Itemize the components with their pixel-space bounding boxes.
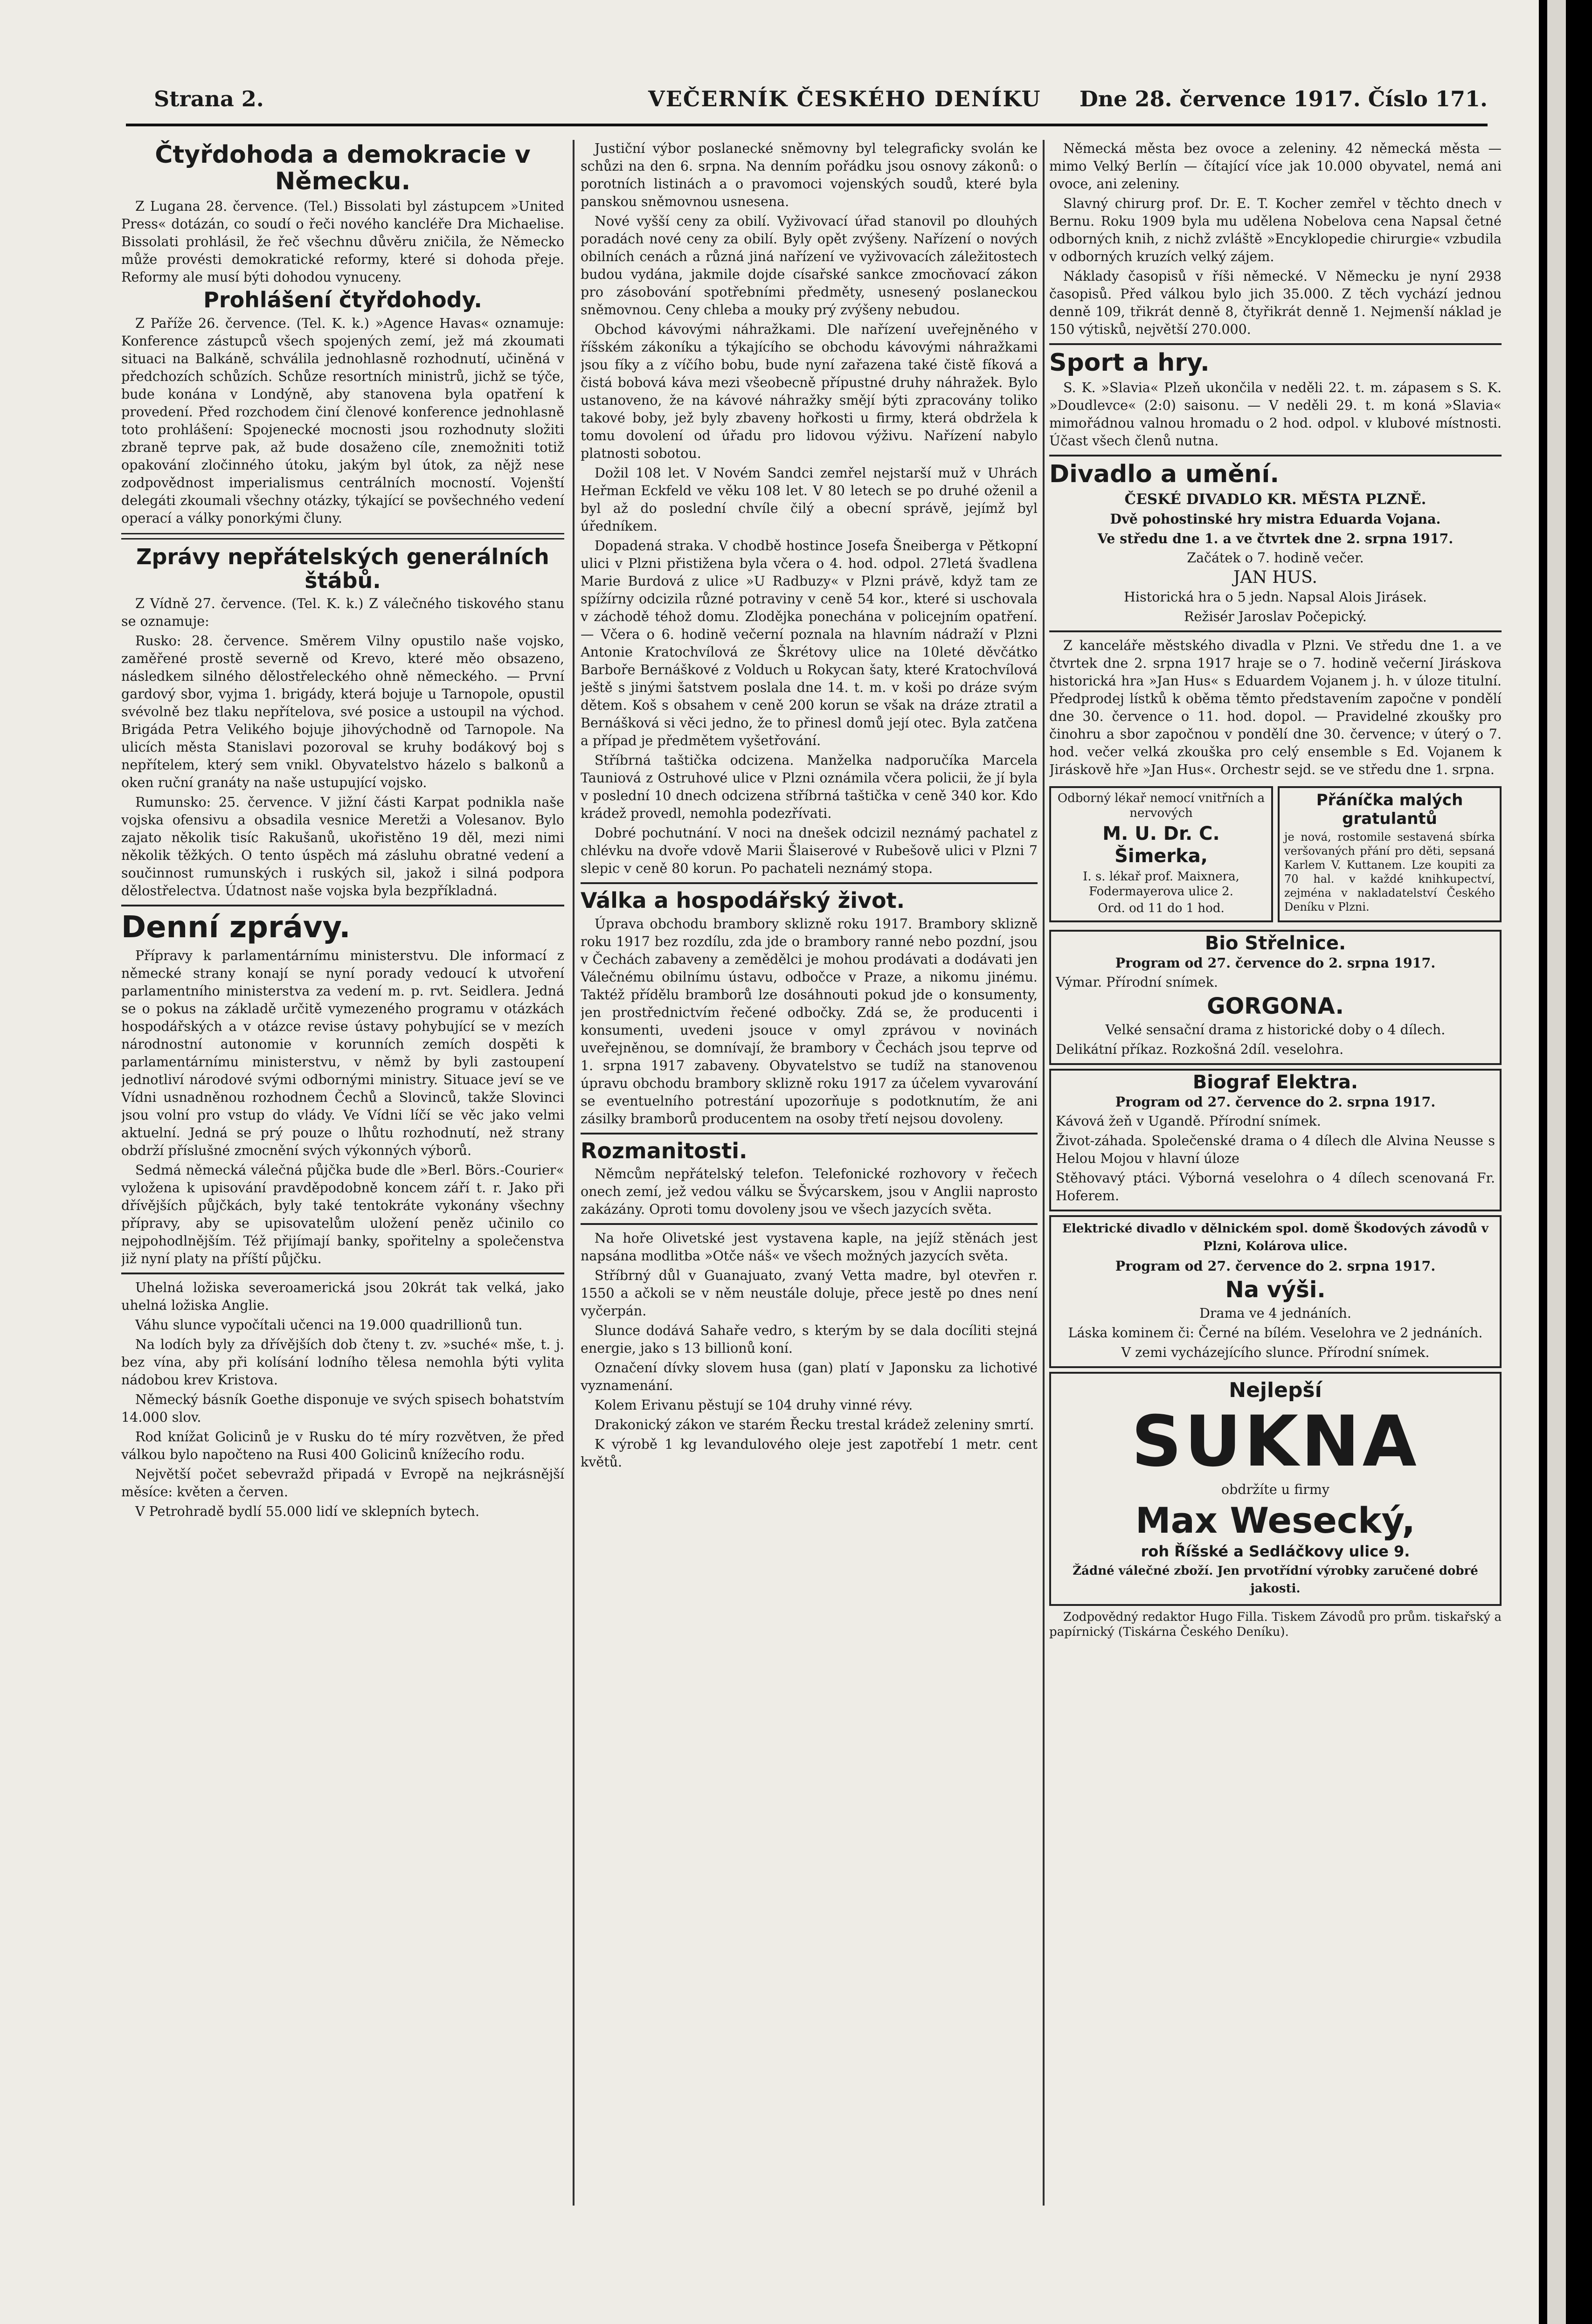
column-divider [1043,140,1045,2206]
article-headline: Čtyřdohoda a demokracie v Německu. [155,141,531,196]
article-paragraph: Z kanceláře městského divadla v Plzni. Ve středu dne 1. a ve čtvrtek dne 2. srpna 1917 hraje se o 7. hodině večerní Jiráskova historická hra »Jan Hus« s Eduardem Vojanem j. h. v úloze titulní. Předprodej lístků k oběma těmto představením započne v pondělí dne 30. července o 11. hod. dopol. — Pravidelné zkoušky pro činohru a sbor započnou v pondělí dne 30. července; v úterý o 7. hod. večer velká zkouška pro celý ensemble s Ed. Vojanem k Jiráskově hře »Jan Hus«. Orchestr sejd. se ve středu dne 1. srpna. [1049,638,1502,778]
cloth-ad-line: obdržíte u firmy [1221,1482,1329,1498]
doctor-name: M. U. Dr. C. Šimerka, [1102,823,1220,867]
article-paragraph: Německý básník Goethe disponuje ve svých spisech bohatstvím 14.000 slov. [121,1391,564,1425]
doctor-ad-line: Odborný lékař nemocí vnitřních a nervových [1057,791,1265,821]
cloth-ad-firm: Max Wesecký, [1135,1500,1415,1542]
article-paragraph: Rod knížat Golicinů je v Rusku do té míry rozvětven, že před válkou bylo napočteno na Rusi 400 Golicinů knížecího rodu. [121,1429,564,1462]
cinema-line: Láska kominem či: Černé na bílém. Veselohra ve 2 jednáních. [1068,1325,1483,1341]
section-rule [121,533,564,540]
page-header [126,86,1488,126]
article-paragraph: Němcům nepřátelský telefon. Telefonické rozhovory v řečech onech zemí, jež vedou válku se Švýcarskem, jsou v Anglii naprosto zakázány. Oproti tomu dovoleny jsou ve všech jazycích světa. [581,1166,1038,1217]
section-headline: Rozmanitosti. [581,1138,748,1163]
article-paragraph: Dobré pochutnání. V noci na dnešek odcizil neznámý pachatel z chlévku na dvoře vdově Marii Šlaiserové v Rubešově ulici v Plzni 7 slepic v ceně 80 korun. Po pachateli neznámý stopa. [581,825,1038,876]
article-paragraph: Z Paříže 26. července. (Tel. K. k.) »Agence Havas« oznamuje: Konference zástupců všech spojených zemí, jež má zkoumati situaci na Balkáně, schválila jednohlasně rozhodnutí, učiněná v předchozích schůzích. Schůze resortních ministrů, jichž se týče, bude konána v Londýně, aby stanovena byla opatření k provedení. Před rozchodem činí členové konference jednohlasně toto prohlášení: Spojenecké mocnosti jsou rozhodnuty složiti zbraně teprve pak, až bude dosaženo cíle, znemožniti totiž opakování zločinného útoku, jakým byl útok, za nějž nese zodpovědnost imperialismus centrálních mocností. Vojenští delegáti zkoumali všechny otázky, týkající se povšechného vedení operací a války ponorkými čluny. [121,315,564,526]
theater-line: Ve středu dne 1. a ve čtvrtek dne 2. srpna 1917. [1097,531,1454,547]
theater-line: Režisér Jaroslav Počepický. [1184,609,1367,625]
column-2 [581,140,1038,2224]
article-paragraph: Justiční výbor poslanecké sněmovny byl telegraficky svolán ke schůzi na den 6. srpna. Na denním pořádku jsou osnovy zákonů: o porotních listinách a o pravomoci vojenských soudů, které byla panskou sněmovnou usnesena. [581,141,1038,209]
cinema-line: Život-záhada. Společenské drama o 4 dílech dle Alvina Neusse s Helou Mojou v hlavní úloze [1056,1133,1495,1167]
article-paragraph: Slavný chirurg prof. Dr. E. T. Kocher zemřel v těchto dnech v Bernu. Roku 1909 byla mu udělena Nobelova cena Napsal četné odborných knih, z nichž zvláště »Encyklopedie chirurgie« vzbudila v odborných kruzích velký zájem. [1049,196,1502,264]
greeting-cards-ad [1278,786,1502,922]
page-number: Strana 2. [154,86,264,111]
article-paragraph: Sedmá německá válečná půjčka bude dle »Berl. Börs.-Courier« vyložena k upisování pravděpodobně koncem září t. r. Jako při dřívějších půjčkách, byly také tentokráte vykonány všechny přípravy, aby se upisovatelům uložení peněz učinilo co nejpohodlnějším. Též přijímají banky, spořitelny a společenstva již nyní platy na příští půjčku. [121,1162,564,1266]
theater-line: Historická hra o 5 jedn. Napsal Alois Jirásek. [1124,589,1427,605]
article-paragraph: Kolem Erivanu pěstují se 104 druhy vinné révy. [595,1397,913,1413]
cinema-line: Výmar. Přírodní snímek. [1056,975,1218,990]
section-rule [1049,343,1502,345]
article-paragraph: Na lodích byly za dřívějších dob čteny t. zv. »suché« mše, t. j. bez vína, aby při kolísání lodního tělesa nemohla býti vylita nádobou krev Kristova. [121,1336,564,1388]
greeting-cards-title: Přáníčka malých gratulantů [1316,791,1463,829]
article-paragraph: Stříbrný důl v Guanajuato, zvaný Vetta madre, byl otevřen r. 1550 a ačkoli se v něm neustále doluje, přece jestě po dnes není vyčerpán. [581,1268,1038,1319]
cloth-ad [1049,1372,1502,1606]
article-paragraph: Nové vyšší ceny za obilí. Vyživovací úřad stanovil po dlouhých poradách nové ceny za obilí. Byly opět zvýšeny. Nařízení o nových obilních cenách a různá jiná nařízení ve vyživovacích záležitostech budou vydána, jakmile dojde císařské sankce zmocňovací zákon pro zásobování spotřebními předměty, usnesený poslaneckou sněmovnou. Ceny chleba a mouky prý zvýšeny nebudou. [581,214,1038,318]
cloth-ad-line: Žádné válečné zboží. Jen prvotřídní výrobky zaručené dobré jakosti. [1073,1564,1478,1596]
article-headline: Prohlášení čtyřdohody. [203,287,482,313]
article-paragraph: Na hoře Olivetské jest vystavena kaple, na jejíž stěnách jest napsána modlitba »Otče náš« ve všech možných jazycích světa. [581,1231,1038,1264]
cinema-feature: Na výši. [1225,1277,1326,1303]
cinema-title: Elektrické divadlo v dělnickém spol. domě Škodových závodů v Plzni, Kolárova ulice. [1062,1222,1488,1254]
greeting-cards-text: je nová, rostomile sestavená sbírka veršovaných přání pro děti, sepsaná Karlem V. Kuttanem. Lze koupiti za 70 hal. v každé knihkupectví, zejména v nakladatelství Českého Deníku v Plzni. [1284,830,1495,914]
section-headline: Divadlo a umění. [1049,460,1280,489]
imprint: Zodpovědný redaktor Hugo Filla. Tiskem Závodů pro prům. tiskařský a papírnický (Tiskárna Českého Deníku). [1049,1610,1502,1639]
cinema-line: Velké sensační drama z historické doby o 4 dílech. [1105,1022,1446,1038]
section-headline: Válka a hospodářský život. [581,888,905,913]
cinema-feature: GORGONA. [1207,993,1344,1020]
cinema-title: Bio Střelnice. [1204,933,1346,954]
article-paragraph: Váhu slunce vypočítali učenci na 19.000 quadrillionů tun. [135,1317,523,1333]
cinema-line: Stěhovavý ptáci. Výborná veselohra o 4 dílech scenovaná Fr. Hoferem. [1056,1170,1495,1204]
section-rule [121,1273,564,1274]
article-paragraph: Stříbrná taštička odcizena. Manželka nadporučíka Marcela Tauniová z Ostruhové ulice v Plzni oznámila včera policii, že jí byla v poslední 10 dnech odcizena stříbrná taštička v ceně 340 kor. Kdo krádež provedl, nemohla podezřívati. [581,753,1038,821]
article-paragraph: Dožil 108 let. V Novém Sandci zemřel nejstarší muž v Uhrách Heřman Eckfeld ve věku 108 let. V 80 letech se po druhé oženil a byl až do poslední chvíle čilý a obecní správě, jejímž byl úředníkem. [581,465,1038,534]
cinema-ad-elektra [1049,1069,1502,1211]
cinema-ad-skoda [1049,1215,1502,1368]
article-paragraph: Rumunsko: 25. července. V jižní části Karpat podnikla naše vojska ofensivu a obsadila vesnice Meretži a Volesanov. Bylo zajato několik tisíc Rakušanů, ukořistěno 19 děl, mezi nimi několik těžkých. O tento úspěch má zásluhu obratné vedení a součinnost rumunských i ruských sil, jakož i silná podpora dělostřelectva. Údatnost naše vojska byla bezpříkladná. [121,795,564,899]
article-paragraph: Náklady časopisů v říši německé. V Německu je nyní 2938 časopisů. Před válkou bylo jich 35.000. Z těch vychází jednou denně 109, třikrát denně 8, čtyřikrát denně 1. Nejmenší náklad je 150 výtisků, největší 270.000. [1049,269,1502,337]
article-paragraph: Rusko: 28. července. Směrem Vilny opustilo naše vojsko, zaměřené prostě severně od Krevo, které měo obsazeno, následkem silného dělostřeleckého ohně německého. — První gardový sbor, vyjma 1. brigády, která bojuje u Tarnopole, opustil svévolně bez tlaku nepřítelova, své posice a ustoupil na východ. Brigáda Petra Velikého bojuje jihovýchodně od Tarnopole. Na ulicích města Stanislavi pozoroval se kruhy bodákový boj s nepřítelem, který sem vnikl. Obyvatelstvo házelo s balkonů a oken ruční granáty na naše ustupující vojsko. [121,633,564,791]
cloth-ad-headline: SUKNA [1131,1401,1419,1483]
article-paragraph: S. K. »Slavia« Plzeň ukončila v neděli 22. t. m. zápasem s S. K. »Doudlevce« (2:0) saisonu. — V neděli 29. t. m koná »Slavia« mimořádnou valnou hromadu o 2 hod. odpol. v klubové místnosti. Účast všech členů nutna. [1049,380,1502,449]
cinema-line: Delikátní příkaz. Rozkošná 2díl. veselohra. [1056,1042,1344,1058]
article-paragraph: Z Lugana 28. července. (Tel.) Bissolati byl zástupcem »United Press« dotázán, co soudí o řeči nového kancléře Dra Michaelise. Bissolati prohlásil, že řeč všechnu důvěru zničila, že Německo může provésti demokratické reformy, které si dohoda přeje. Reformy ale musí býti dohodou vynuceny. [121,199,564,285]
section-rule [581,1133,1038,1134]
article-paragraph: Obchod kávovými náhražkami. Dle nařízení uveřejněného v říšském zákoníku a týkajícího se obchodu kávovými náhražkami jsou fíky a z víčího bobu, bude nyní zařazena také čistě fíková a čistá bobová káva mezi všeobecně přípustné druhy náhražek. Bylo ustanoveno, že na kávové náhražky smějí býti zpracovány toliko takové boby, jež byly zbaveny hořkosti u firmy, která obdržela k tomu dovolení od úřadu pro lidovou výživu. Nařízení nabylo platnosti sobotou. [581,322,1038,461]
cinema-line: V zemi vycházejícího slunce. Přírodní snímek. [1121,1345,1430,1361]
section-headline: Sport a hry. [1049,349,1210,377]
doctor-ad [1049,786,1273,922]
cloth-ad-top: Nejlepší [1229,1378,1322,1403]
article-paragraph: Označení dívky slovem husa (gan) platí v Japonsku za lichotivé vyznamenání. [581,1360,1038,1394]
column-1 [121,140,564,2220]
cinema-program: Program od 27. července do 2. srpna 1917. [1115,1094,1436,1110]
theater-line: Dvě pohostinské hry mistra Eduarda Vojana. [1110,511,1441,527]
section-rule [581,882,1038,884]
theater-name: ČESKÉ DIVADLO KR. MĚSTA PLZNĚ. [1124,491,1426,508]
cinema-line: Drama ve 4 jednáních. [1199,1306,1351,1321]
cinema-line: Kávová žeň v Ugandě. Přírodní snímek. [1056,1114,1321,1129]
column-divider [573,140,575,2206]
doctor-ad-line: Ord. od 11 do 1 hod. [1098,901,1225,916]
masthead: VEČERNÍK ČESKÉHO DENÍKU [648,86,1041,111]
ad-row [1049,782,1502,926]
cinema-program: Program od 27. července do 2. srpna 1917. [1115,1258,1436,1274]
article-paragraph: Dopadená straka. V chodbě hostince Josefa Šneiberga v Pětkopní ulici v Plzni přistižena byla včera o 4. hod. odpol. 27letá švadlena Marie Burdová z ulice »U Radbuzy« v Plzni právě, když tam ze spížírny odcizila různé potraviny v ceně 54 kor., které si uschovala v záchodě téhož domu. Zlodějka ponechána v policejním opatření. — Včera o 6. hodině večerní poznala na hlavním nádraží v Plzni Antonie Kratochvílová ze Škrétovy ulice na 10leté děvčátko Barboře Bernáškové z Volduch u Rokycan šaty, které Kratochvílová ještě s jinými šatstvem poslala dne 14. t. m. v koši po dráze svým dětem. Koš s obsahem v ceně 200 korun se však na dráze ztratil a Bernášková si věci jedno, že to přinesl domů její otec. Byla zatčena a případ je předmětem vyšetřování. [581,538,1038,748]
cloth-ad-address: roh Říšské a Sedláčkovy ulice 9. [1141,1542,1410,1561]
article-paragraph: Přípravy k parlamentárnímu ministerstvu. Dle informací z německé strany konají se nyní porady vedoucí k utvoření parlamentního ministerstva za vedení m. p. rvt. Seidlera. Jedná se o pokus na základě určitě vymezeného programu v otázkách hospodářských a v otázce revise ústavy pohybující se v mezích národnostní autonomie v korunních zemích dospěti k parlamentárnímu ministerstvu, v němž by byli zastoupení jednotliví národové svými odbornými ministry. Situace jeví se ve Vídni usnadněnou rozhodnem Čechů a Slovinců, takže Slovinci jsou volní pro vstup do vlády. Ve Vídni líčí se věc jako velmi aktuelní. Jedná se prý pouze o lhůtu rozhodnutí, než strany obdrží příslušné zmocnění svých výkonných výborů. [121,948,564,1158]
article-paragraph: Německá města bez ovoce a zeleniny. 42 německá města — mimo Velký Berlín — čítající více jak 10.000 obyvatel, nemá ani ovoce, ani zeleniny. [1049,141,1502,192]
column-3 [1049,140,1502,2224]
section-rule [1049,630,1502,632]
doctor-ad-line: I. s. lékař prof. Maixnera, Fodermayerova ulice 2. [1083,870,1239,899]
article-paragraph: K výrobě 1 kg levandulového oleje jest zapotřebí 1 metr. cent květů. [581,1437,1038,1470]
theater-play: JAN HUS. [1233,568,1317,588]
issue-date: Dne 28. července 1917. Číslo 171. [1079,86,1488,111]
article-paragraph: Úprava obchodu brambory sklizně roku 1917. Brambory sklizně roku 1917 bez rozdílu, zda jde o brambory ranné nebo pozdní, jsou v Čechách zabaveny a zemědělci je mohou prodávati a dodávati jen Válečnému obilnímu ústavu, odbočce v Praze, a nikomu jinému. Taktéž přídělu bramborů lze dosáhnouti pokud jde o konsumenty, jen prostřednictvím řečené odbočky. Zdá se, že producenti i konsumenti, uvedeni jsouce v omyl zprávou v novinách uveřejněnou, se domnívají, že brambory v Čechách jsou teprve od 1. srpna 1917 zabaveny. Obyvatelstvo se tudíž na stanovenou úpravu obchodu brambory sklizně roku 1917 za účelem vyvarování se eventuelního potrestání upozorňuje s podotknutím, že ani zásilky bramborů producentem na osoby třetí nejsou dovoleny. [581,916,1038,1127]
section-rule [121,905,564,906]
section-rule [581,1223,1038,1225]
article-paragraph: Uhelná ložiska severoamerická jsou 20krát tak velká, jako uhelná ložiska Anglie. [121,1280,564,1313]
cinema-program: Program od 27. července do 2. srpna 1917. [1115,955,1436,971]
article-headline: Zprávy nepřátelských generálních štábů. [136,544,549,593]
adjacent-page-edge [1547,0,1566,2324]
cinema-ad-strelnice [1049,930,1502,1065]
section-rule [1049,455,1502,456]
article-paragraph: V Petrohradě bydlí 55.000 lidí ve sklepních bytech. [135,1503,480,1519]
cinema-title: Biograf Elektra. [1192,1072,1358,1093]
article-paragraph: Drakonický zákon ve starém Řecku trestal krádež zeleniny smrtí. [595,1417,1034,1433]
article-paragraph: Slunce dodává Sahaře vedro, s kterým by se dala docíliti stejná energie, jako s 13 billionů koní. [581,1323,1038,1356]
theater-line: Začátek o 7. hodině večer. [1187,550,1364,566]
section-headline: Denní zprávy. [121,910,351,945]
article-paragraph: Z Vídně 27. července. (Tel. K. k.) Z válečného tiskového stanu se oznamuje: [121,596,564,629]
article-paragraph: Největší počet sebevražd připadá v Evropě na nejkrásnější měsíce: květen a červen. [121,1466,564,1500]
